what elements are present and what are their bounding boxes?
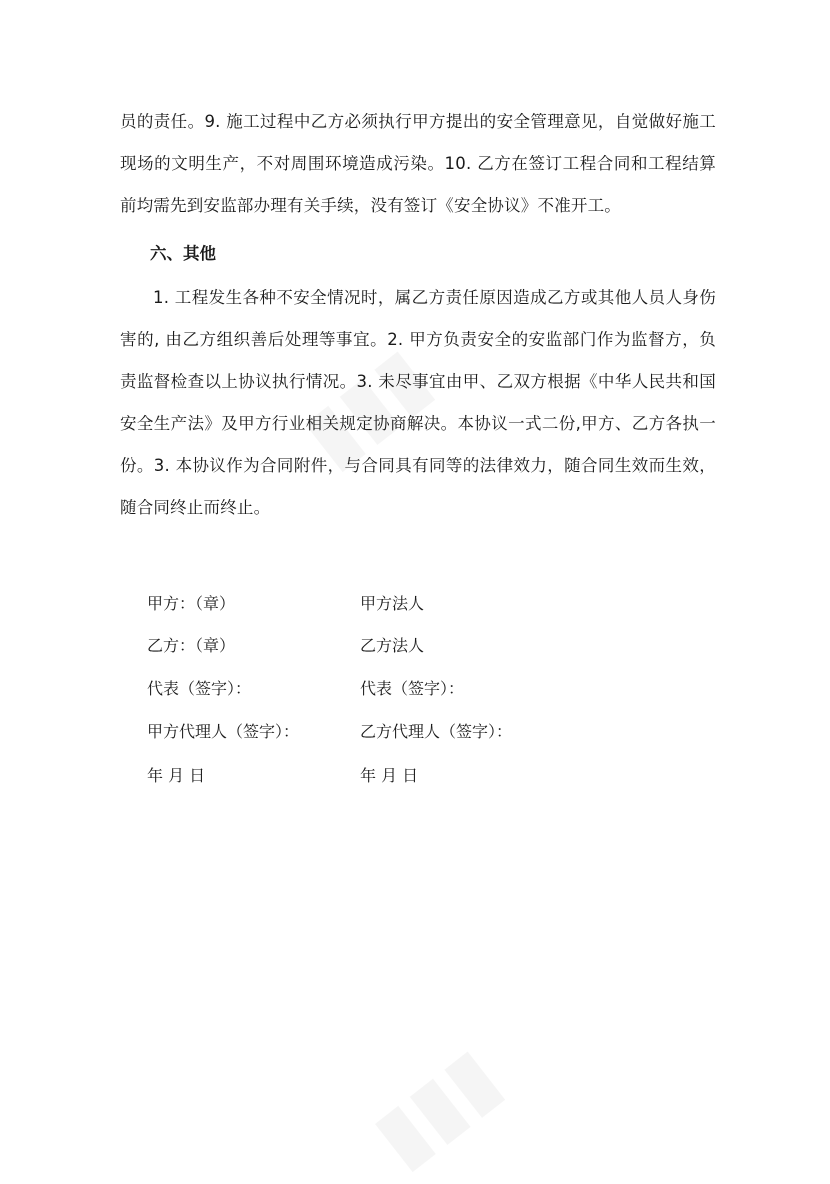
party-b-seal: 乙方：（章） [147,636,236,655]
party-b-date: 年 月 日 [360,766,419,785]
party-a-legal-person: 甲方法人 [360,594,425,613]
section-heading-other: 六、其他 [150,244,216,263]
party-a-agent: 甲方代理人（签字）： [147,722,300,741]
paragraph-other-terms: 1. 工程发生各种不安全情况时，属乙方责任原因造成乙方或其他人员人身伤害的, 由乙方组织善后处理等事宜。2. 甲方负责安全的安监部门作为监督方，负责监督检查以上协议执行情况。3. 未尽事宜由甲、乙双方根据《中华人民共和国安全生产法》及甲方行业相关规定协商解决。本协议一式二份,甲方、乙方各执一份。3. 本协议作为合同附件，与合同具有同等的法律效力，随合同生效而生效，随合同终止而终止。 [120,288,716,517]
party-b-representative: 代表（签字）： [360,679,465,698]
party-b-agent: 乙方代理人（签字）： [360,722,513,741]
party-a-seal: 甲方：（章） [147,594,236,613]
party-a-representative: 代表（签字）： [147,679,252,698]
party-a-date: 年 月 日 [147,766,206,785]
paragraph-safety-responsibilities: 员的责任。9. 施工过程中乙方必须执行甲方提出的安全管理意见，自觉做好施工现场的文明生产，不对周围环境造成污染。10. 乙方在签订工程合同和工程结算前均需先到安监部办理有关手续，没有签订《安全协议》不准开工。 [120,112,716,215]
party-b-legal-person: 乙方法人 [360,636,425,655]
watermark [355,1029,516,1184]
